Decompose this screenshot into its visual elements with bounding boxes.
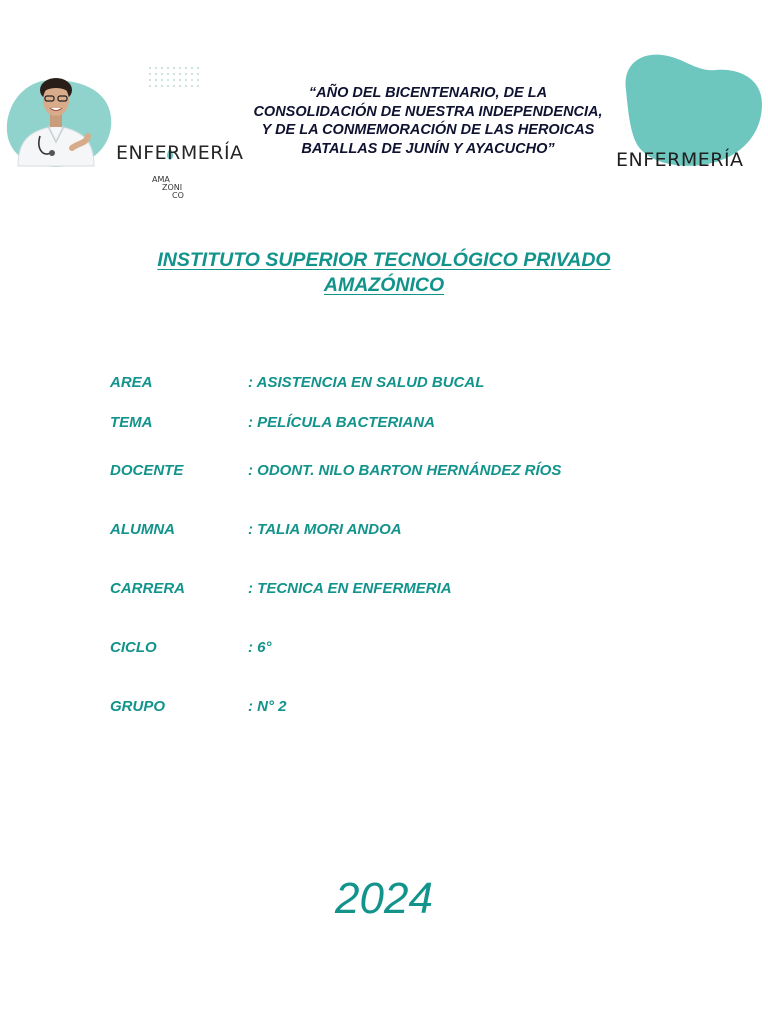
- detail-value: : N° 2: [248, 698, 287, 715]
- detail-value: : ODONT. NILO BARTON HERNÁNDEZ RÍOS: [248, 462, 562, 479]
- detail-value: : ASISTENCIA EN SALUD BUCAL: [248, 374, 485, 391]
- enfermeria-logo-right: [612, 50, 768, 170]
- detail-label: ALUMNA: [110, 521, 175, 538]
- institute-title: [120, 248, 648, 297]
- detail-value: : TECNICA EN ENFERMERIA: [248, 580, 452, 597]
- institute-title-line1: INSTITUTO SUPERIOR TECNOLÓGICO PRIVADO: [157, 249, 611, 271]
- detail-value: : PELÍCULA BACTERIANA: [248, 414, 435, 431]
- detail-label: AREA: [110, 374, 153, 391]
- detail-label: DOCENTE: [110, 462, 184, 479]
- detail-row-ciclo: [110, 639, 272, 657]
- year-motto: “AÑO DEL BICENTENARIO, DE LA CONSOLIDACIÓN DE NUESTRA INDEPENDENCIA, Y DE LA CONMEMORACIÓN DE LAS HEROICAS BATALLAS DE JUNÍN Y AYACUCHO”: [253, 85, 603, 157]
- enfermeria-brand-right: ENFERMERÍA: [616, 149, 744, 171]
- document-year: 2024: [335, 874, 433, 923]
- detail-row-carrera: [110, 580, 452, 598]
- amazonico-mark-line1: AMA: [152, 175, 170, 184]
- detail-label: TEMA: [110, 414, 153, 431]
- enfermeria-brand-left: ENFERMERÍA: [116, 142, 244, 164]
- detail-value: : 6°: [248, 639, 272, 656]
- detail-label: CARRERA: [110, 580, 185, 597]
- detail-row-docente: [110, 462, 561, 480]
- enfermeria-logo-left: [0, 50, 245, 200]
- amazonico-mark-line2: ZONI: [162, 183, 183, 192]
- detail-row-tema: [110, 414, 435, 432]
- detail-row-area: [110, 374, 484, 392]
- amazonico-mark: [152, 176, 202, 200]
- detail-row-alumna: [110, 521, 402, 539]
- detail-label: GRUPO: [110, 698, 166, 715]
- amazonico-mark-line3: CO: [172, 191, 184, 200]
- detail-value: : TALIA MORI ANDOA: [248, 521, 402, 538]
- institute-title-line2: AMAZÓNICO: [323, 273, 445, 296]
- detail-row-grupo: [110, 698, 287, 716]
- detail-label: CICLO: [110, 639, 157, 656]
